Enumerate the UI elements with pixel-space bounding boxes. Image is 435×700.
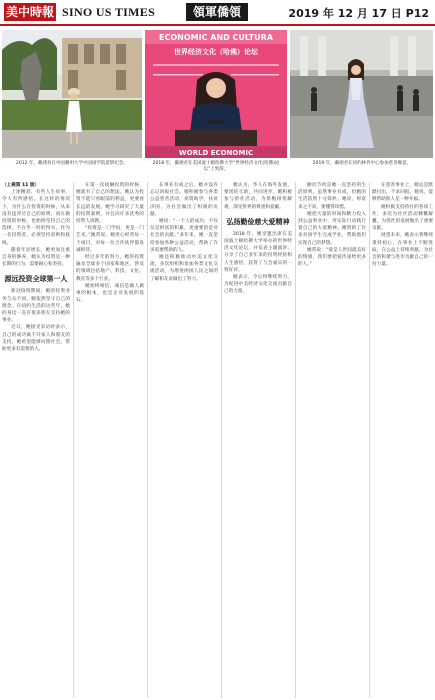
column-divider <box>369 182 370 698</box>
continued-from: （上接第 11 版） <box>2 183 40 188</box>
paragraph: 她积极支持侨社的各项工作，多次为社区活动慷慨解囊，为侨社的发展做出了重要贡献。 <box>372 204 433 232</box>
column-divider <box>73 182 74 698</box>
banner-line-1: ECONOMIC AND CULTURA <box>159 33 273 42</box>
column-4 <box>224 182 292 698</box>
paragraph: 她常说：“爱是人世间最美好的情感，我们要把爱传递给更多的人。” <box>298 247 366 268</box>
photo-lincoln-center[interactable] <box>290 30 433 158</box>
paragraph: 在第一次接触投资的时候，她就有了自己的想法。她认为投资不能只看眼前的利益，更要看长远的发展。她学习研究了大量的投资案例，并且向许多优秀的投资人请教。 <box>76 183 144 225</box>
caption-photo-2: 2018 年，戴翊君在美国波士顿哈佛大学“世界经济文化(哈佛)论坛”上致辞。 <box>152 161 280 172</box>
column-divider <box>295 182 296 698</box>
subheading-charity-spirit: 弘扬勤俭慈大爱精神 <box>226 217 290 226</box>
column-divider <box>221 182 222 698</box>
column-divider <box>147 182 148 698</box>
paragraph: 新冠疫情期间，她的投资业务与众不同，她依然坚守自己的理念。在纽约生活的这些年，她的身边一直有很多朋友支持她的事业。 <box>2 289 70 324</box>
paragraph: 展望未来，她表示将继续秉持初心，在事业上不断进取，在公益上持续奉献，为社会的和谐与进步贡献自己的一份力量。 <box>372 233 433 268</box>
newspaper-logo[interactable]: 美中時報 <box>5 5 54 19</box>
paragraph: 她还积极推动中美文化交流，多次组织和参加各类文化交流活动，为增进两国人民之间的了解和友谊做出了努力。 <box>150 255 218 282</box>
column-1 <box>2 182 70 698</box>
masthead <box>0 0 435 26</box>
paragraph: 勤俭节约是她一直坚持的生活原则。虽然事业有成，但她的生活依然十分简朴。她说，财富来之不易，要懂得珍惜。 <box>298 183 366 210</box>
paragraph: 2018 年，她受邀出席在美国波士顿哈佛大学举办的世界经济文化论坛，并发表主题演讲，分享了自己多年来的投资经验和人生感悟，获得了与会嘉宾的一致好评。 <box>224 231 292 273</box>
paragraph: 在慈善事业上，她总是默默付出，不求回报。她说，能够帮助别人是一种幸福。 <box>372 183 433 203</box>
column-5 <box>298 182 366 698</box>
paragraph: 上述精彩、有些人生故事，令人有所感悟。在这样的情况下，为什么在投资的时候，从来没有违背过自己的原则，而在做投资的时候，也始终坚持自己的选择，不在乎一时的得失，作为一名投资者，必须坚持原则和底线。 <box>2 190 70 246</box>
paragraph: 她把大量的时间和精力投入到公益事业中，用实际行动践行着自己的大爱精神。她资助了许多贫困学生完成学业，帮助他们实现自己的梦想。 <box>298 211 366 246</box>
photo-courtyard[interactable] <box>2 30 142 158</box>
paragraph: 她说：“一个人的成功，不仅仅是财富的积累，更重要的是对社会的贡献。”多年来，她一直坚持参加各种公益活动，帮助了许多需要帮助的人。 <box>150 219 218 253</box>
paragraph: 随着年岁增长，她更加注重自身的修养，她认为投资是一种长期的行为，需要耐心和坚持。 <box>2 247 70 268</box>
caption-photo-1: 2012 年，戴翊君在中国潮州大学中国国学院留影纪念。 <box>16 161 128 166</box>
paragraph: 她始终相信，诚信是做人做事的根本，也是企业发展的基石。 <box>76 283 144 304</box>
subheading-global-investment: 源远投资全球第一人 <box>4 275 68 284</box>
issue-date: 2019 年 12 月 17 日 P12 <box>288 7 429 20</box>
banner-bottom: WORLD ECONOMIC <box>178 149 254 157</box>
paragraph: 近日，她接受采访时表示，自己的成功离不开家人和朋友的支持，她希望能够回馈社会，帮助更多有需要的人。 <box>2 325 70 353</box>
column-6 <box>372 182 433 698</box>
photo-row <box>0 30 435 180</box>
paragraph: 在事业有成之后，她并没有忘记回报社会。她积极参与各类公益慈善活动，捐资助学，扶贫济困，为社会做出了积极的贡献。 <box>150 183 218 217</box>
banner-line-2: 世界经济文化（哈佛）论坛 <box>174 48 258 56</box>
paragraph: “投资是一门学问，更是一门艺术。”她常说。她用心经营每一个项目，对每一位合作伙伴都真诚相待。 <box>76 226 144 253</box>
photo-forum-speech[interactable] <box>145 30 287 158</box>
paragraph: 她认为，华人在海外发展，要团结互助，共同进步。她积极参与侨社活动，为侨胞排忧解难，深受侨界的尊重和爱戴。 <box>224 183 292 210</box>
caption-photo-3: 2019 年，戴翊君在纽约林肯中心参加慈善晚宴。 <box>312 161 412 166</box>
section-title: 領軍僑領 <box>186 3 248 21</box>
article-body <box>2 182 433 698</box>
newspaper-name: SINO US TIMES <box>62 5 156 19</box>
column-2 <box>76 182 144 698</box>
column-3 <box>150 182 218 698</box>
paragraph: 经过多年的努力，她的投资遍及全球多个国家和地区，涉及的领域包括地产、科技、文化、教育等多个行业。 <box>76 255 144 282</box>
paragraph: 她表示，今后将继续努力，为促进中美经济文化交流贡献自己的力量。 <box>224 275 292 295</box>
